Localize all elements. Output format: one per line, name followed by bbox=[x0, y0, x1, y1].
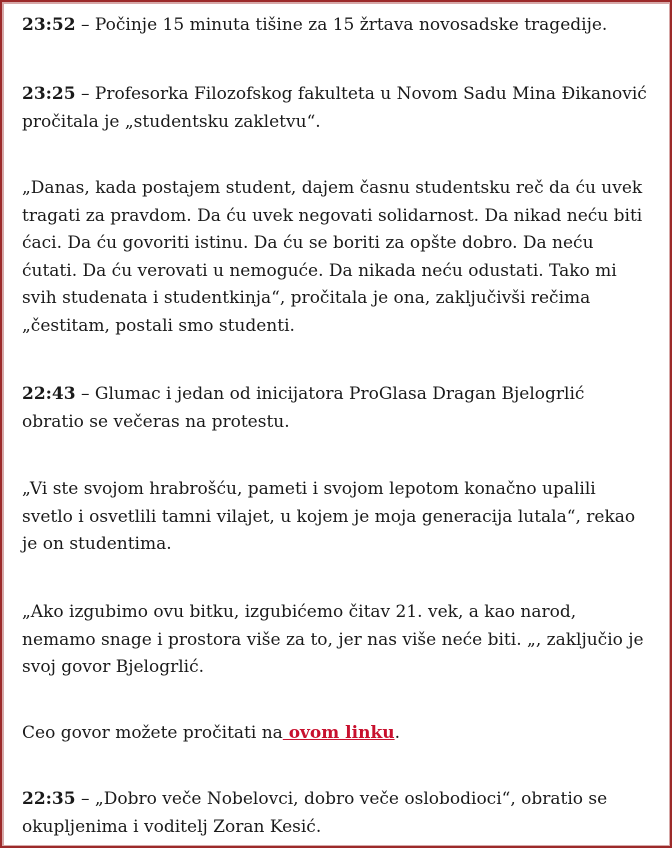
separator: – bbox=[75, 15, 95, 35]
entry-text: Glumac i jedan od inicijatora ProGlasa Dragan Bjelogrlić obratio se večeras na protestu. bbox=[22, 384, 585, 432]
timestamp: 23:52 bbox=[22, 15, 76, 35]
entry-text: Počinje 15 minuta tišine za 15 žrtava novosadske tragedije. bbox=[94, 15, 608, 35]
bjelogrlic-quote-2: „Ako izgubimo ovu bitku, izgubićemo čitav 21. vek, a kao narod, nemamo snage i prostora više za to, jer nas više neće biti. „, zaključio je svoj govor Bjelogrlić. bbox=[22, 602, 644, 677]
entry-2243 bbox=[22, 381, 650, 436]
student-oath-quote: „Danas, kada postajem student, dajem časnu studentsku reč da ću uvek tragati za pravdom. Da ću uvek negovati solidarnost. Da nikad neću biti ćaci. Da ću govoriti istinu. Da ću se boriti za opšte dobro. Da neću ćutati. Da ću verovati u nemoguće. Da nikada neću odustati. Tako mi svih studenata i studentkinja“, pročitala je ona, zaključivši rečima „čestitam, postali smo studenti. bbox=[22, 178, 643, 336]
entry-text: „Dobro veče Nobelovci, dobro veče oslobodioci“, obratio se okupljenima i voditelj Zoran Kesić. bbox=[22, 789, 608, 837]
timestamp: 22:43 bbox=[22, 384, 76, 404]
speech-link[interactable]: ovom linku bbox=[282, 723, 395, 743]
link-outro-text: . bbox=[394, 723, 400, 743]
bjelogrlic-quote-1: „Vi ste svojom hrabrošću, pameti i svojom lepotom konačno upalili svetlo i osvetlili tamni vilajet, u kojem je moja generacija lutala“, rekao je on studentima. bbox=[22, 479, 636, 554]
entry-2325 bbox=[22, 81, 650, 136]
entry-2352 bbox=[22, 12, 607, 40]
separator: – bbox=[75, 84, 95, 104]
entry-2235 bbox=[22, 786, 650, 841]
timestamp: 22:35 bbox=[22, 789, 76, 809]
link-intro-text: Ceo govor možete pročitati na bbox=[22, 723, 283, 743]
timestamp: 23:25 bbox=[22, 84, 76, 104]
separator: – bbox=[75, 789, 95, 809]
speech-link-paragraph bbox=[22, 720, 400, 748]
entry-text: Profesorka Filozofskog fakulteta u Novom Sadu Mina Đikanović pročitala je „studentsku zakletvu“. bbox=[22, 84, 647, 132]
separator: – bbox=[75, 384, 95, 404]
